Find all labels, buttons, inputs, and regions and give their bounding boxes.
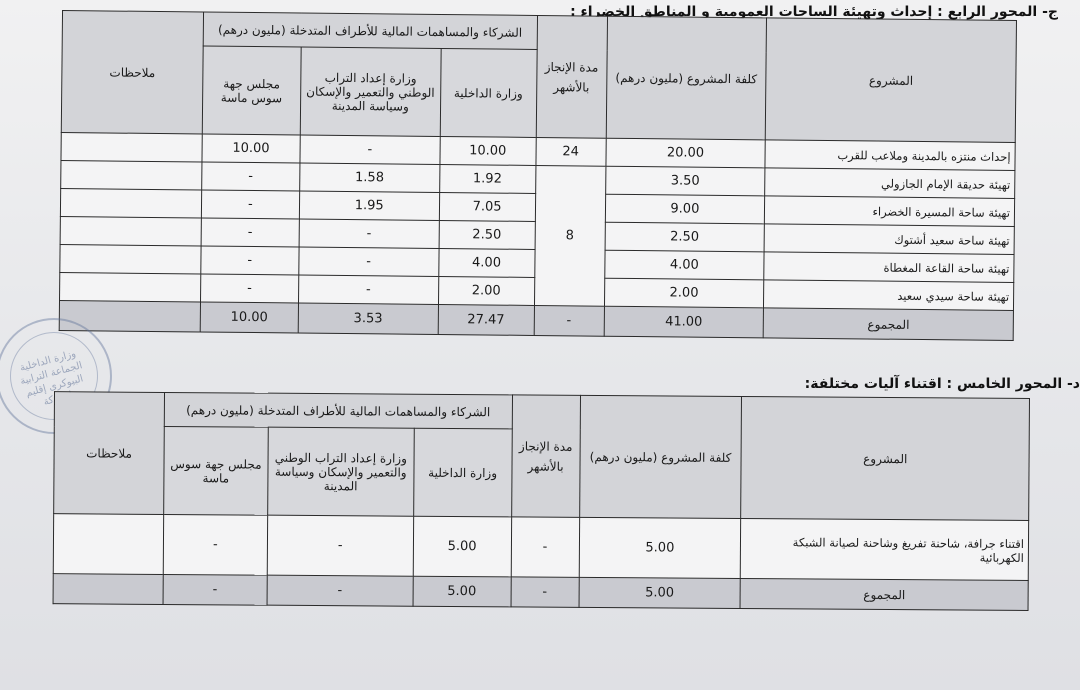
- cell-notes: [61, 160, 202, 189]
- cell-region: -: [201, 218, 299, 247]
- total-notes: [53, 574, 163, 605]
- header-region: مجلس جهة سوس ماسة: [164, 426, 269, 515]
- cell-interior: 2.50: [439, 220, 535, 249]
- cell-interior: 1.92: [439, 164, 535, 193]
- total-region: -: [163, 574, 267, 605]
- header-housing: وزارة إعداد التراب الوطني والتعمير والإسكان وسياسة المدينة: [300, 47, 441, 136]
- section5-title: د- المحور الخامس : اقتناء آليات مختلفة:: [804, 376, 1080, 392]
- header-cost: كلفة المشروع (مليون درهم): [606, 16, 767, 140]
- header-interior: وزارة الداخلية: [440, 48, 537, 137]
- table-row: [53, 514, 1028, 581]
- header-notes: ملاحظات: [61, 11, 203, 134]
- cell-cost: 9.00: [605, 194, 765, 224]
- header-cost: كلفة المشروع (مليون درهم): [579, 395, 742, 518]
- header-duration: مدة الإنجاز بالأشهر: [536, 15, 607, 138]
- cell-project: تهيئة ساحة سيدي سعيد: [764, 280, 1014, 311]
- header-partners: الشركاء والمساهمات المالية للأطراف المتدخلة (مليون درهم): [203, 12, 537, 49]
- total-housing: 3.53: [298, 303, 438, 334]
- cell-duration: 24: [536, 137, 606, 166]
- cell-notes: [53, 514, 163, 575]
- cell-region: -: [201, 246, 299, 275]
- cell-notes: [60, 188, 201, 217]
- cell-project: اقتناء جرافة، شاحنة تفريغ وشاحنة لصيانة الشبكة الكهربائية: [741, 518, 1029, 580]
- header-partners: الشركاء والمساهمات المالية للأطراف المتدخلة (مليون درهم): [164, 392, 512, 428]
- cell-notes: [61, 132, 202, 161]
- cell-region: -: [163, 514, 267, 575]
- cell-cost: 3.50: [605, 166, 765, 196]
- header-project: المشروع: [766, 18, 1017, 143]
- cell-duration: -: [511, 517, 579, 577]
- cell-housing: -: [267, 515, 413, 576]
- header-housing: وزارة إعداد التراب الوطني والتعمير والإسكان وسياسة المدينة: [268, 427, 414, 516]
- cell-interior: 10.00: [440, 136, 536, 165]
- cell-region: -: [202, 162, 300, 191]
- cell-housing: 1.95: [299, 191, 439, 220]
- cell-housing: -: [299, 247, 439, 276]
- cell-housing: -: [298, 275, 438, 304]
- section4-title: ج- المحور الرابع : إحداث وتهيئة الساحات العمومية و المناطق الخضراء :: [570, 4, 1058, 20]
- cell-interior: 4.00: [438, 248, 534, 277]
- total-cost: 41.00: [604, 306, 764, 338]
- total-duration: -: [511, 577, 579, 607]
- cell-region: -: [201, 190, 299, 219]
- header-notes: ملاحظات: [54, 392, 165, 515]
- total-housing: -: [267, 575, 413, 606]
- header-interior: وزارة الداخلية: [413, 428, 512, 517]
- cell-notes: [60, 272, 201, 301]
- total-duration: -: [534, 305, 604, 336]
- cell-region: 10.00: [202, 134, 300, 163]
- cell-notes: [60, 216, 201, 245]
- total-interior: 27.47: [438, 304, 534, 335]
- cell-cost: 2.00: [604, 278, 764, 308]
- cell-housing: -: [299, 219, 439, 248]
- header-project: المشروع: [741, 396, 1029, 520]
- cell-interior: 2.00: [438, 276, 534, 305]
- stamp-text: وزارة الداخلية الجماعة الترابية البيوكرى إقليم اشتوكة: [18, 348, 85, 408]
- cell-housing: 1.58: [299, 163, 439, 192]
- cell-interior: 5.00: [413, 516, 511, 577]
- total-cost: 5.00: [579, 577, 741, 608]
- total-interior: 5.00: [413, 576, 511, 607]
- cell-notes: [60, 244, 201, 273]
- cell-housing: -: [300, 135, 440, 164]
- total-label: المجموع: [763, 308, 1013, 341]
- section4-table: [59, 10, 1017, 341]
- cell-project: تهيئة ساحة المسيرة الخضراء: [765, 196, 1015, 227]
- cell-project: إحداث منتزه بالمدينة وملاعب للقرب: [765, 140, 1015, 171]
- cell-cost: 4.00: [604, 250, 764, 280]
- cell-interior: 7.05: [439, 192, 535, 221]
- total-label: المجموع: [740, 578, 1028, 610]
- header-duration: مدة الإنجاز بالأشهر: [511, 395, 580, 517]
- header-region: مجلس جهة سوس ماسة: [202, 46, 301, 135]
- cell-project: تهيئة ساحة سعيد أشتوك: [764, 224, 1014, 255]
- cell-cost: 2.50: [605, 222, 765, 252]
- total-region: 10.00: [200, 302, 298, 333]
- cell-cost: 5.00: [579, 517, 741, 578]
- total-row: [53, 574, 1028, 611]
- cell-project: تهيئة حديقة الإمام الجازولي: [765, 168, 1015, 199]
- section5-table: [53, 391, 1030, 611]
- cell-region: -: [200, 274, 298, 303]
- cell-cost: 20.00: [605, 138, 765, 168]
- cell-project: تهيئة ساحة القاعة المغطاة: [764, 252, 1014, 283]
- cell-duration: 8: [534, 165, 605, 306]
